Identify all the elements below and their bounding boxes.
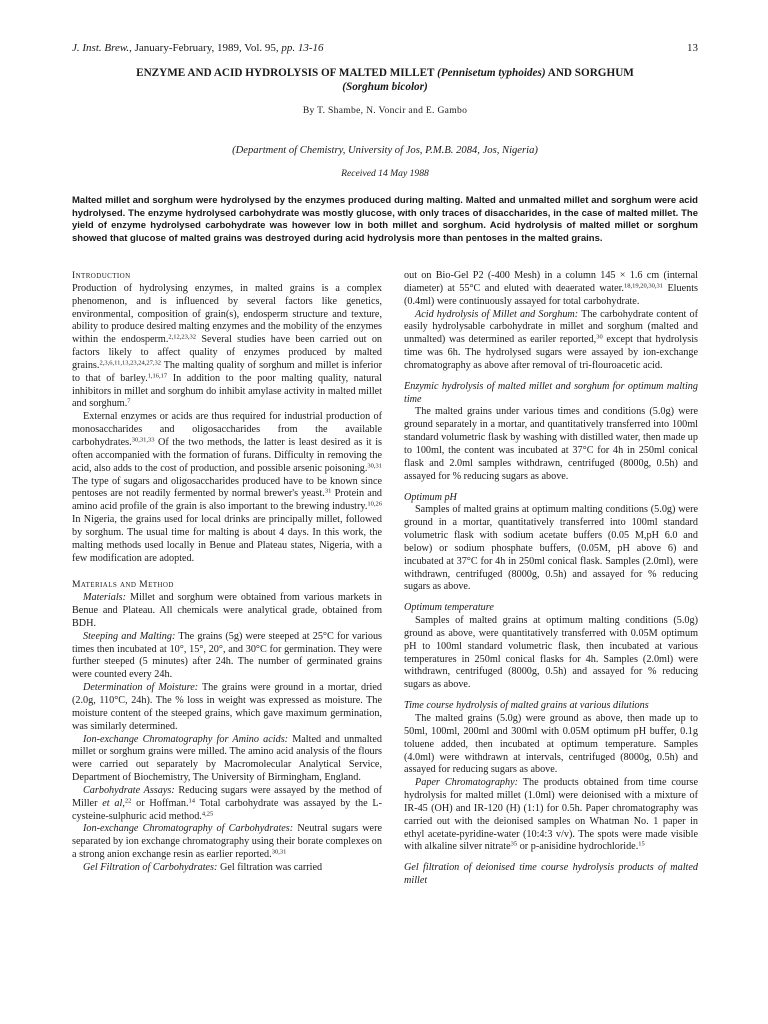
optimum-temperature-heading: Optimum temperature [404, 602, 494, 614]
text-span: Several studies have been carried out on factors likely to affect quality of enzymes produced by malted grains. [72, 334, 383, 371]
text-span: External enzymes or acids are thus required for industrial production of monosaccharides and oligosaccharides from the available carbohydrates. [72, 411, 382, 448]
citation-ref: 1,16,17 [147, 372, 168, 380]
citation-ref: 30 [596, 333, 603, 341]
et-al: et al [102, 797, 123, 809]
citation-ref: 14 [188, 797, 196, 805]
citation-ref: 10,26 [367, 500, 382, 508]
affiliation: (Department of Chemistry, University of Jos, P.M.B. 2084, Jos, Nigeria) [232, 145, 538, 156]
text-span: , [122, 797, 125, 809]
journal-citation [72, 42, 324, 54]
title-species-millet: (Pennisetum typhoides) [437, 67, 546, 79]
time-course-paragraph: The malted grains (5.0g) were ground as above, then made up to 50ml, 100ml, 200ml and 300ml with 0.05M optimum pH buffer, 0.1g toluene added, then incubated at optimum temperature. Samples (4.0ml) were withdrawn at intervals, centrifuged (8000g, 0.5h) and assayed for reducing sugars as above. [404, 713, 698, 776]
text-span: Of the two methods, the latter is least desired as it is often accompanied with the formation of furans. Difficulty in removing the acid, also adds to the cost of production, and possible arsenic poisoning. [72, 436, 382, 474]
paragraph-label: Ion-exchange Chromatography of Carbohydrates: [83, 823, 294, 835]
ion-exchange-carbohydrates-paragraph [72, 823, 382, 862]
authors: By T. Shambe, N. Voncir and E. Gambo [302, 105, 468, 116]
introduction-heading: Introduction [72, 270, 131, 281]
paragraph-label: Ion-exchange Chromatography for Amino acids: [83, 733, 289, 745]
text-span: Reducing sugars were assayed by the method of Miller [72, 784, 382, 809]
intro-paragraph-2 [72, 411, 382, 565]
text-span: The malting quality of sorghum and millet is inferior to that of barley. [72, 359, 382, 384]
time-course-heading: Time course hydrolysis of malted grains at various dilutions [404, 700, 649, 712]
text-span: Gel filtration was carried [217, 861, 323, 873]
journal-issue: , January-February, 1989, Vol. 95, [129, 42, 282, 54]
citation-ref: 7 [127, 397, 131, 405]
paper-chromatography-paragraph [404, 777, 698, 854]
title-end: AND SORGHUM [547, 67, 634, 79]
text-span: except that hydrolysis time was 6h. The hydrolysed sugars were assayed by ion-exchange chromatography as above after removal of tri-flouroacetic acid. [404, 334, 698, 371]
paragraph-label: Paper Chromatography: [415, 777, 519, 789]
text-span: The grains (5g) were steeped at 25°C for various times then incubated at 10°, 15°, 20°, and 30°C for germination. They were further steeped (5 minutes) after 24h. The number of germinated grains were counted every 24h. [72, 630, 382, 681]
paragraph-label: Acid hydrolysis of Millet and Sorghum: [415, 308, 579, 320]
acid-hydrolysis-paragraph [404, 309, 698, 373]
text-span: Total carbohydrate was assayed by the L-cysteine-sulphuric acid method. [72, 797, 383, 822]
text-span: out on Bio-Gel P2 (-400 Mesh) in a column 145 × 1.6 cm (internal diameter) at 55°C and eluted with deaerated water. [404, 270, 698, 294]
methods-heading: Materials and Method [72, 579, 174, 591]
text-span: or Hoffman. [131, 797, 189, 809]
page-number: 13 [687, 42, 698, 54]
citation-ref: 2,12,23,32 [168, 333, 196, 341]
moisture-paragraph [72, 682, 382, 733]
citation-ref: 31 [324, 487, 332, 495]
text-span: Neutral sugars were separated by ion exchange chromatography using their borate complexes on a strong anion exchange resin as earlier reported. [72, 823, 382, 861]
enzymic-hydrolysis-paragraph: The malted grains under various times and conditions (5.0g) were ground separately in a mortar, and quantitatively transferred into 100ml standard volumetric flask by washing with distilled water, then made up to 100ml, the content was incubated at 37°C for 4h in 250ml conical flask and 2.0ml samples withdrawn, centrifuged (8000g, 0.5h) and assayed for % reducing sugars as above. [404, 406, 698, 482]
paragraph-label: Steeping and Malting: [83, 630, 176, 642]
optimum-ph-paragraph: Samples of malted grains at optimum malting conditions (5.0g) were ground in a mortar, quantitatively transferred into 100ml standard volumetric flask with sodium acetate buffers (0.05 M,pH 6.0 and below) or sodium phosphate buffers, (0.05M, pH above 6) and incubated at 37°C for 4h in 250ml conical flask. Samples (2.0ml), were withdrawn, centrifuged (8000g, 0.5h) and assayed for % reducing sugars as above. [404, 504, 698, 593]
text-span: Millet and sorghum were obtained from various markets in Benue and Plateau. All chemicals were analytical grade, obtained from BDH. [72, 592, 382, 629]
text-span: The carbohydrate content of easily hydrolysable carbohydrate in millet and sorghum (malted and unmalted) was determined as eariler reported, [404, 308, 698, 346]
paragraph-label: Determination of Moisture: [83, 682, 199, 694]
citation-ref: 2,3,6,11,13,23,24,27,32 [99, 359, 161, 367]
text-span: Malted and unmalted millet or sorghum grains were milled. The amino acid analysis of the flours were carried out separately by Macromolecular Analytical Service, Department of Biochemistry, The University of Birmingham, England. [72, 733, 382, 784]
text-span: or p-anisidine hydrochloride. [517, 841, 639, 853]
left-column [72, 270, 382, 875]
journal-name: J. Inst. Brew. [72, 42, 130, 54]
paragraph-label: Materials: [83, 592, 127, 604]
citation-ref: 30,31 [271, 848, 287, 856]
materials-paragraph [72, 592, 382, 631]
carbohydrate-assays-paragraph [72, 785, 382, 824]
paragraph-label: Carbohydrate Assays: [83, 784, 175, 796]
abstract: Malted millet and sorghum were hydrolysed by the enzymes produced during malting. Malted and unmalted millet and sorghum were acid hydrolysed. The enzyme hydrolysed carbohydrate was mostly glucose, with only traces of disaccharides, in the case of malted millet. The yield of enzyme hydrolysed carbohydrate was however low in both millet and sorghum. Acid hydrolysis of malted millet or sorghum showed that glucose of malted grains was destroyed during acid hydrolysis more than pentoses in the malted grains. [72, 195, 698, 244]
journal-pages: pp. 13-16 [281, 42, 324, 54]
text-span: The grains were ground in a mortar, dried (2.0g, 110°C, 24h). The % loss in weight was expressed as moisture. The moisture content of the steeped grains, which gave maximum germination, was similarly determined. [72, 682, 382, 732]
received-date: Received 14 May 1988 [341, 168, 429, 179]
text-span: In addition to the poor malting quality, natural inhibitors in millet and sorghum do inhibit amylase activity in malted millet and sorghum. [72, 372, 382, 410]
text-span: Protein and amino acid profile of the grain is also important to the brewing industry. [72, 488, 383, 513]
intro-paragraph-1 [72, 283, 382, 411]
right-column [404, 270, 698, 888]
citation-ref: 18,19,20,30,31 [623, 282, 663, 290]
citation-ref: 30,31,33 [131, 436, 155, 444]
text-span: Eluents (0.4ml) were continuously assayed for total carbohydrate. [404, 282, 698, 307]
running-head [72, 42, 698, 55]
title-main: ENZYME AND ACID HYDROLYSIS OF MALTED MILLET [136, 67, 435, 79]
text-span: Production of hydrolysing enzymes, in malted grains is a complex phenomenon, and is influenced by several factors like genetics, environmental, composition of grain(s), endosperm structure and texture, ability to produce desired malting enzymes and the mobility of the enzymes within the endosperm. [72, 282, 382, 346]
steeping-paragraph [72, 631, 382, 682]
article-title [72, 66, 698, 94]
text-span: The products obtained from time course hydrolysis for malted millet (1.0ml) were deionised with a mixture of IR-45 (OH) and IR-120 (H) (1:1) for 0.5h. Paper chromatography was carried out with the deionised samples on Whatman No. 1 paper in ethyl acetate-pyridine-water (10:4:3 v/v). The spots were made visible with alkaline silver nitrate [404, 777, 698, 853]
gel-filtration-paragraph [72, 862, 382, 875]
optimum-ph-heading: Optimum pH [404, 491, 457, 503]
gel-filtration-continued [404, 270, 698, 309]
ion-exchange-amino-paragraph [72, 734, 382, 785]
gel-filtration-deionised-heading: Gel filtration of deionised time course hydrolysis products of malted millet [404, 862, 698, 887]
citation-ref: 4,25 [201, 810, 214, 818]
text-span: In Nigeria, the grains used for local drinks are principally millet, followed by sorghum. The usual time for malting is about 4 days. In this work, the malting methods used locally in Benue and Plateau states, Nigeria, with a few modification are adopted. [72, 514, 382, 564]
citation-ref: 30,31 [367, 462, 382, 470]
text-span: The type of sugars and oligosaccharides produced have to be known since pentoses are not readily fermented by normal brewer's yeast. [72, 475, 382, 500]
citation-ref: 35 [510, 840, 518, 848]
optimum-temperature-paragraph: Samples of malted grains at optimum malting conditions (5.0g) ground as above, were quantitatively transferred with 0.05M optimum pH to 100ml standard volumetric flask, then incubated at various temperatures in 250ml conical flasks for 4h. Samples (2.0ml) were withdrawn, centrifuged (8000g, 0.5h) and assayed for % reducing sugars as above. [404, 615, 698, 691]
title-species-sorghum: (Sorghum bicolor) [342, 81, 428, 93]
paragraph-label: Gel Filtration of Carbohydrates: [83, 861, 218, 873]
citation-ref: 15 [638, 840, 645, 848]
enzymic-hydrolysis-heading: Enzymic hydrolysis of malted millet and sorghum for optimum malting time [404, 380, 698, 405]
citation-ref: 22 [124, 797, 132, 805]
